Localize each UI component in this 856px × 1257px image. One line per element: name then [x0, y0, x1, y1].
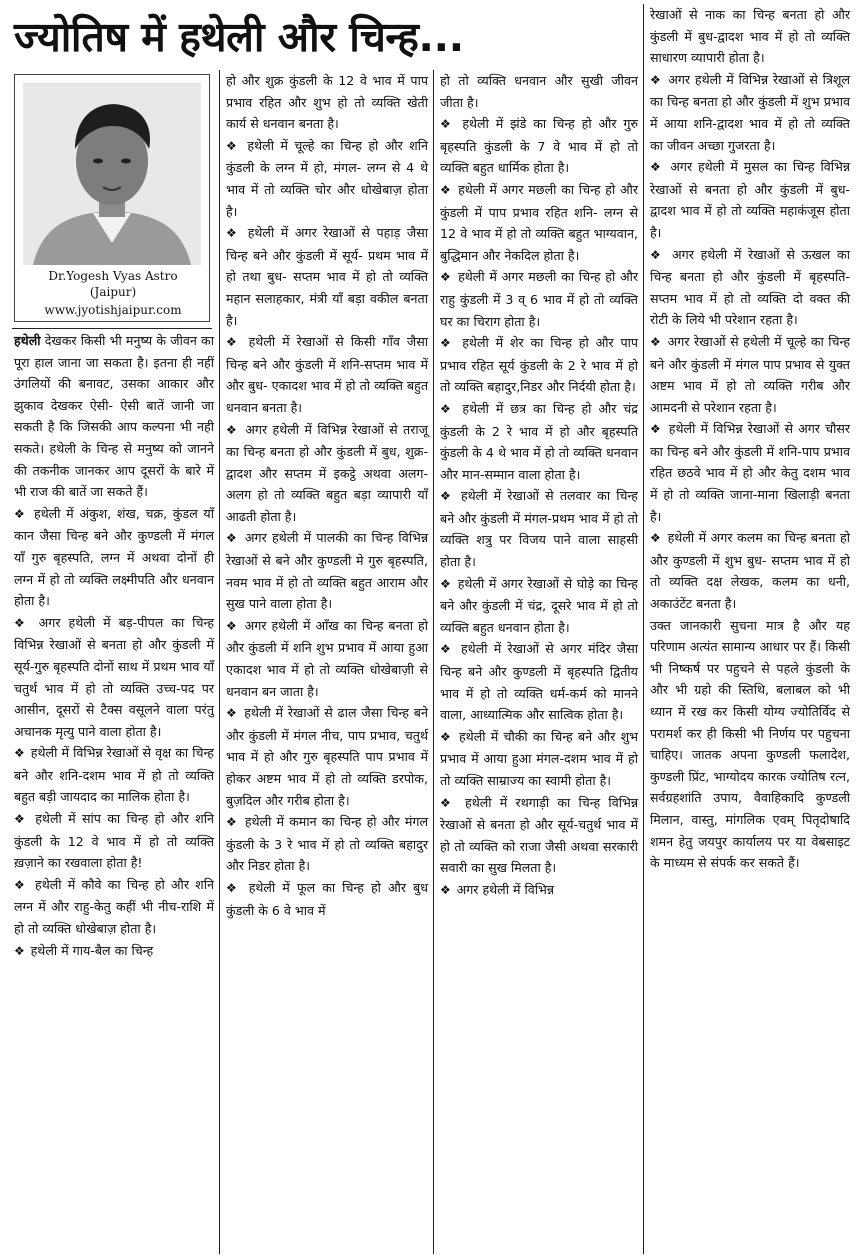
paragraph-text: हथेली में अगर रेखाओं से पहाड़ जैसा चिन्ह बने और कुंडली में सूर्य- प्रथम भाव में हो तथा बुध- सप्तम भाव में हो तो व्यक्ति महान सलाहकार, मंत्री याँ बड़ा वकील बनता है।	[226, 225, 428, 328]
paragraph	[440, 266, 638, 332]
paragraph-text: अगर हथेली में रेखाओं से ऊखल का चिन्ह बनता हो और कुंडली में बृहस्पति-सप्तम भाव में हो तो व्यक्ति दो वक्त की रोटी के लिये भी परेशान रहता है।	[650, 246, 850, 328]
page-title: ज्योतिष में हथेली और चिन्ह...	[14, 13, 464, 61]
paragraph	[226, 811, 428, 877]
paragraph-text: हथेली में सांप का चिन्ह हो और शनि कुंडली के 12 वे भाव में हो तो व्यक्ति ख़ज़ाने का रखवाला होता है!	[14, 811, 214, 871]
diamond-bullet-icon: ❖	[650, 334, 666, 349]
diamond-bullet-icon: ❖	[226, 880, 247, 895]
paragraph	[226, 877, 428, 921]
paragraph	[650, 331, 850, 418]
diamond-bullet-icon: ❖	[440, 489, 459, 504]
diamond-bullet-icon: ❖	[650, 72, 667, 87]
paragraph-text: हथेली में अगर रेखाओं से घोड़े का चिन्ह बने और कुंडली में चंद्र, दूसरे भाव में हो तो व्यक्ति बहुत धनवान होता है।	[440, 575, 638, 635]
diamond-bullet-icon: ❖	[226, 531, 243, 546]
paragraph-text: हथेली में रेखाओं से अगर मंदिर जैसा चिन्ह बने और कुण्डली में बृहस्पति द्वितीय भाव में हो तो व्यक्ति धर्म-कर्म को मानने वाला, आध्यात्मिक और सात्विक होता है।	[440, 641, 638, 723]
paragraph	[440, 638, 638, 725]
photo-divider	[12, 328, 212, 329]
paragraph	[440, 332, 638, 398]
article-column-3	[436, 70, 640, 1254]
paragraph	[650, 527, 850, 614]
paragraph-text: अगर हथेली में मुसल का चिन्ह विभिन्न रेखाओं से बनता हो और कुंडली में बुध-द्वादश भाव में हो तो व्यक्ति महाकंजूस होता है।	[650, 159, 850, 240]
paragraph-text: उक्त जानकारी सुचना मात्र है और यह परिणाम अत्यंत सामान्य आधार पर हैं। किसी भी निष्कर्ष पर पहुचने से पहले कुंडली के और भी ग्रहो की स्तिथि, बलाबल को भी ध्यान में रख कर किसी योग्य ज्योतिर्विद से परामर्श कर ही किसी भी निर्णय पर पहुचना चाहिए। जातक अपना कुण्डली फलादेश, कुण्डली प्रिंट, भाग्योदय कारक ज्योतिष रत्न, सर्वग्रहशांति उपाय, वैवाहिकादि कुण्डली मिलान, वास्तु, मांगलिक एवम् पितृदोषादि शमन हेतु जयपुर कार्यालय पर या वेबसाइट के माध्यम से संपर्क कर सकते हैं।	[650, 617, 850, 871]
diamond-bullet-icon: ❖	[226, 422, 244, 437]
paragraph	[440, 398, 638, 485]
paragraph	[226, 70, 428, 135]
paragraph	[650, 418, 850, 527]
article-column-1	[10, 330, 216, 1254]
paragraph-text: अगर हथेली में विभिन्न रेखाओं से त्रिशूल का चिन्ह बनता हो और कुंडली में शुभ प्रभाव में आया शनि-द्वादश भाव में हो तो व्यक्ति का जीवन अच्छा गुजरता है।	[650, 71, 850, 153]
paragraph-text: हथेली में रेखाओं से तलवार का चिन्ह बने और कुंडली में मंगल-प्रथम भाव में हो तो व्यक्ति शत्रु पर विजय पाने वाला साहसी होता है।	[440, 488, 638, 570]
diamond-bullet-icon: ❖	[226, 815, 243, 830]
paragraph-text: अगर हथेली में विभिन्न	[456, 881, 555, 897]
paragraph-text: हथेली में चौकी का चिन्ह बने और शुभ प्रभाव में आया हुआ मंगल-दशम भाव में हो तो व्यक्ति साम्राज्य का स्वामी होता है।	[440, 728, 639, 788]
column-rule	[219, 70, 220, 1254]
paragraph-text: हथेली में चूल्हे का चिन्ह हो और शनि कुंडली के लग्न में हो, मंगल- लग्न से 4 थे भाव में तो व्यक्ति चोर और धोखेबाज़ होता है।	[226, 137, 428, 219]
diamond-bullet-icon: ❖	[440, 270, 457, 285]
paragraph	[226, 222, 428, 331]
diamond-bullet-icon: ❖	[440, 401, 461, 416]
paragraph-text: हथेली में विभिन्न रेखाओं से अगर चौसर का चिन्ह बने और कुंडली में शनि-पाप प्रभाव रहित छठवे भाव में हो और केतु दशम भाव में हो तो व्यक्ति जाना-माना खिलाड़ी बनता है।	[650, 421, 850, 524]
diamond-bullet-icon: ❖	[14, 615, 37, 630]
diamond-bullet-icon: ❖	[440, 182, 457, 197]
diamond-bullet-icon: ❖	[14, 943, 29, 958]
paragraph	[226, 135, 428, 222]
paragraph-text: हथेली में गाय-बैल का चिन्ह	[30, 942, 154, 958]
column-rule	[433, 70, 434, 1254]
diamond-bullet-icon: ❖	[226, 226, 246, 241]
paragraph	[650, 69, 850, 156]
paragraph	[440, 485, 638, 572]
diamond-bullet-icon: ❖	[226, 138, 246, 153]
author-portrait	[23, 83, 201, 265]
column-rule	[643, 4, 644, 1254]
paragraph-text: हथेली में अगर मछली का चिन्ह हो और राहु कुंडली में 3 व् 6 भाव में हो तो व्यक्ति घर का चिराग होता है।	[440, 269, 638, 329]
paragraph-text: हथेली में विभिन्न रेखाओं से वृक्ष का चिन्ह बने और शनि-दशम भाव में हो तो व्यक्ति बहुत बड़ी जायदाद का मालिक होता है।	[14, 745, 214, 805]
paragraph	[440, 879, 638, 902]
diamond-bullet-icon: ❖	[650, 160, 669, 175]
paragraph-text: हथेली में अंकुश, शंख, चक्र, कुंडल याँ कान जैसा चिन्ह बने और कुण्डली में मंगल याँ गुरु बृहस्पति, लग्न में अथवा दोनों ही लग्न में हो तो व्यक्ति लक्ष्मीपति और धनवान होता है।	[14, 505, 214, 609]
diamond-bullet-icon: ❖	[440, 795, 464, 810]
paragraph-text: हथेली में कौवे का चिन्ह हो और शनि लग्न में और राहु-केतु कहीं भी नीच-राशि में हो तो व्यक्ति धोखेबाज़ होता है।	[14, 876, 215, 937]
paragraph-text: अगर हथेली में विभिन्न रेखाओं से तराजू का चिन्ह बनता हो और कुंडली में बुध, शुक्र-द्वादश और सप्तम में इकट्ठे अथवा अलग-अलग हो तो व्यक्ति बहुत बड़ा व्यापारी याँ आढती होता है।	[226, 421, 428, 524]
paragraph-text: हथेली में झंडे का चिन्ह हो और गुरु बृहस्पति कुंडली के 7 वे भाव में हो तो व्यक्ति बहुत धार्मिक होता है।	[440, 116, 638, 176]
paragraph-text: हो तो व्यक्ति धनवान और सुखी जीवन जीता है।	[440, 73, 638, 110]
paragraph-text: देखकर किसी भी मनुष्य के जीवन का पूरा हाल जाना जा सकता है। इतना ही नहीं उंगलियों की बनावट, उसका आकार और झुकाव देखकर ऐसी- ऐसी बातें जानी जा सकती है कि जिसकी आप कल्पना भी नही सकते। हथेली के चिन्ह से मनुष्य को जानने की तकनीक जानकर आप दूसरों के बारे में भी राज की बातें जा सकते हैं।	[14, 333, 214, 500]
diamond-bullet-icon: ❖	[440, 336, 461, 351]
paragraph-text: अगर हथेली में आँख का चिन्ह बनता हो और कुंडली में शनि शुभ प्रभाव में आया हुआ एकादश भाव में हो तो व्यक्ति धोखेबाज़ी से धनवान बन जाता है।	[226, 617, 428, 699]
diamond-bullet-icon: ❖	[440, 576, 456, 591]
paragraph-text: हथेली में छत्र का चिन्ह हो और चंद्र कुंडली के 2 रे भाव में हो और बृहस्पति कुंडली के 4 थे भाव में हो तो व्यक्ति धनवान और मान-सम्मान वाला होता है।	[440, 400, 638, 482]
diamond-bullet-icon: ❖	[440, 729, 457, 744]
paragraph-text: अगर रेखाओं से हथेली में चूल्हे का चिन्ह बने और कुंडली में मंगल पाप प्रभाव से युक्त अष्टम भाव में हो तो व्यक्ति गरीब और आमदनी से परेशान रहता है।	[650, 333, 851, 415]
paragraph	[14, 742, 214, 808]
diamond-bullet-icon: ❖	[226, 706, 243, 721]
author-photo-box	[14, 74, 210, 322]
paragraph	[440, 792, 638, 879]
photo-caption-city: (Jaipur)	[89, 285, 137, 299]
paragraph	[440, 113, 638, 179]
paragraph-text: हथेली में रेखाओं से किसी गाँव जैसा चिन्ह बने और कुंडली में शनि-सप्तम भाव में और बुध- एकादश भाव में हो तो व्यक्ति बहुत धनवान बनता है।	[226, 334, 428, 415]
diamond-bullet-icon: ❖	[440, 117, 461, 132]
diamond-bullet-icon: ❖	[14, 746, 29, 761]
paragraph-text: हथेली में रेखाओं से ढाल जैसा चिन्ह बने और कुंडली में मंगल नीच, पाप प्रभाव, चतुर्थ भाव में हो और गुरु बृहस्पति पाप प्रभाव में होकर अष्टम भाव में हो तो व्यक्ति डरपोक, बुज़दिल और गरीब होता है।	[226, 705, 428, 808]
paragraph-text: हो और शुक्र कुंडली के 12 वे भाव में पाप प्रभाव रहित और शुभ हो तो व्यक्ति खेती कार्य से धनवान बनता है।	[226, 73, 428, 132]
diamond-bullet-icon: ❖	[440, 642, 459, 657]
paragraph	[226, 419, 428, 528]
paragraph	[14, 940, 214, 963]
paragraph-text: अगर हथेली में बड़-पीपल का चिन्ह विभिन्न रेखाओं से बनता हो और कुंडली में सूर्य-गुरु बृहस्पति दोनों साथ में प्रथम भाव याँ चतुर्थ भाव में हो तो व्यक्ति उच्च-पद पर आसीन, दूसरों से टैक्स वसूलने वाला परंतु अचानक मृत्यु पाने वाला होता है।	[14, 614, 215, 739]
paragraph	[14, 330, 214, 503]
diamond-bullet-icon: ❖	[226, 335, 247, 350]
paragraph-text: हथेली में शेर का चिन्ह हो और पाप प्रभाव रहित सूर्य कुंडली के 2 रे भाव में हो तो व्यक्ति बहादुर,निडर और निर्दयी होता है।	[440, 335, 639, 395]
paragraph	[650, 615, 850, 874]
lead-word: हथेली	[14, 333, 41, 348]
paragraph	[226, 527, 428, 614]
paragraph	[14, 808, 214, 874]
paragraph	[14, 612, 214, 743]
diamond-bullet-icon: ❖	[14, 812, 34, 827]
paragraph-text: हथेली में अगर मछली का चिन्ह हो और कुंडली में पाप प्रभाव रहित शनि- लग्न से 12 वे भाव में हो तो व्यक्ति बहुत भाग्यवान, बुद्धिमान और नेकदिल होता है।	[440, 181, 638, 263]
paragraph	[650, 156, 850, 243]
paragraph	[226, 615, 428, 702]
paragraph	[440, 726, 638, 792]
paragraph	[14, 874, 214, 940]
paragraph-text: हथेली में कमान का चिन्ह हो और मंगल कुंडली के 3 रे भाव में हो तो व्यक्ति बहादुर और निडर होता है।	[226, 814, 428, 874]
article-column-4	[646, 4, 852, 1254]
paragraph	[650, 244, 850, 331]
paragraph-text: अगर हथेली में पालकी का चिन्ह विभिन्न रेखाओं से बने और कुण्डली मे गुरु बृहस्पति, नवम भाव में हो तो व्यक्ति बहुत आराम और सुख पाने वाला होता है।	[226, 530, 428, 612]
paragraph	[650, 4, 850, 69]
diamond-bullet-icon: ❖	[226, 618, 243, 633]
paragraph	[440, 179, 638, 266]
diamond-bullet-icon: ❖	[14, 877, 34, 892]
diamond-bullet-icon: ❖	[14, 506, 32, 521]
paragraph	[14, 503, 214, 612]
paragraph-text: हथेली में अगर कलम का चिन्ह बनता हो और कुण्डली में शुभ बुध- सप्तम भाव में हो तो व्यक्ति दक्ष लेखक, कलम का धनी, अकाउंटेंट बनता है।	[650, 530, 850, 612]
photo-caption-url: www.jyotishjaipur.com	[44, 303, 182, 317]
paragraph-text: रेखाओं से नाक का चिन्ह बनता हो और कुंडली में बुध-द्वादश भाव में हो तो व्यक्ति साधारण व्यापारी होता है।	[650, 7, 850, 66]
paragraph-text: हथेली में फूल का चिन्ह हो और बुध कुंडली के 6 वे भाव में	[226, 879, 428, 918]
diamond-bullet-icon: ❖	[440, 882, 455, 897]
paragraph	[226, 702, 428, 811]
article-column-2	[222, 70, 430, 1254]
paragraph	[440, 573, 638, 639]
diamond-bullet-icon: ❖	[650, 422, 667, 437]
photo-caption-name: Dr.Yogesh Vyas Astro	[48, 269, 178, 283]
paragraph-text: हथेली में रथगाड़ी का चिन्ह विभिन्न रेखाओं से बनता हो और सूर्य-चतुर्थ भाव में हो तो व्यक्ति को राजा जैसी अथवा सरकारी सवारी का सुख मिलता है।	[440, 794, 638, 876]
paragraph	[440, 70, 638, 113]
paragraph	[226, 331, 428, 418]
diamond-bullet-icon: ❖	[650, 247, 670, 262]
diamond-bullet-icon: ❖	[650, 531, 666, 546]
